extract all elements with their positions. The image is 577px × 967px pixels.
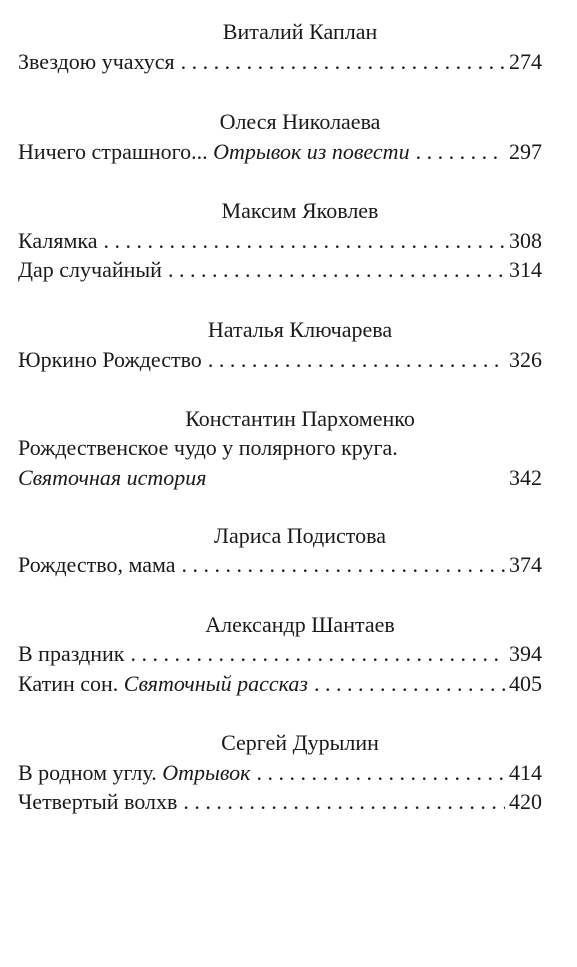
work-title: Ничего страшного... [18,139,208,164]
work-title: Калямка [18,228,98,253]
author-name: Виталий Каплан [222,19,378,44]
leader-dots [168,258,505,282]
work-title: Юркино Рождество [18,347,202,372]
toc-entry[interactable] [18,553,542,577]
work-title: В родном углу. [18,760,157,785]
leader-dots [416,140,505,164]
toc-entry[interactable] [18,790,542,814]
page-number: 394 [509,641,542,666]
leader-dots [208,348,505,372]
page-number: 405 [509,671,542,696]
leader-dots [181,50,505,74]
page-number: 326 [509,347,542,372]
leader-dots [130,642,505,666]
work-subtitle: Святочный рассказ [123,671,308,696]
toc-entry[interactable] [18,348,542,372]
work-title: Звездою учахуся [18,49,175,74]
author-name: Александр Шантаев [205,612,395,637]
work-title: Катин сон. [18,671,119,696]
page-number: 374 [509,552,542,577]
author-name: Максим Яковлев [221,198,379,223]
work-subtitle: Отрывок [162,760,251,785]
page-number: 274 [509,49,542,74]
page-number: 308 [509,228,542,253]
author-name: Наталья Ключарева [207,317,393,342]
author-name: Лариса Подистова [214,523,386,548]
work-title: Рождественское чудо у полярного круга. [18,435,398,460]
toc-entry[interactable] [18,672,542,696]
author-name: Сергей Дурылин [221,730,379,755]
toc-entry[interactable] [18,258,542,282]
page-number: 414 [509,760,542,785]
toc-entry[interactable] [18,229,542,253]
leader-dots [103,229,505,253]
work-title: В праздник [18,641,125,666]
page-number: 314 [509,257,542,282]
leader-dots [314,672,505,696]
leader-dots [256,761,505,785]
toc-entry[interactable] [18,140,542,164]
work-title: Четвертый волхв [18,789,178,814]
work-title: Рождество, мама [18,552,176,577]
toc-entry[interactable] [18,642,542,666]
toc-entry[interactable] [18,50,542,74]
leader-dots [183,790,505,814]
leader-dots [182,553,505,577]
page-number: 342 [509,465,542,490]
page-number: 297 [509,139,542,164]
author-name: Олеся Николаева [219,109,381,134]
page-number: 420 [509,789,542,814]
work-title: Дар случайный [18,257,162,282]
author-name: Константин Пархоменко [185,406,415,431]
toc-entry[interactable] [18,761,542,785]
work-subtitle: Отрывок из повести [213,139,410,164]
work-subtitle: Святочная история [18,465,207,490]
toc-entry[interactable] [18,436,542,490]
